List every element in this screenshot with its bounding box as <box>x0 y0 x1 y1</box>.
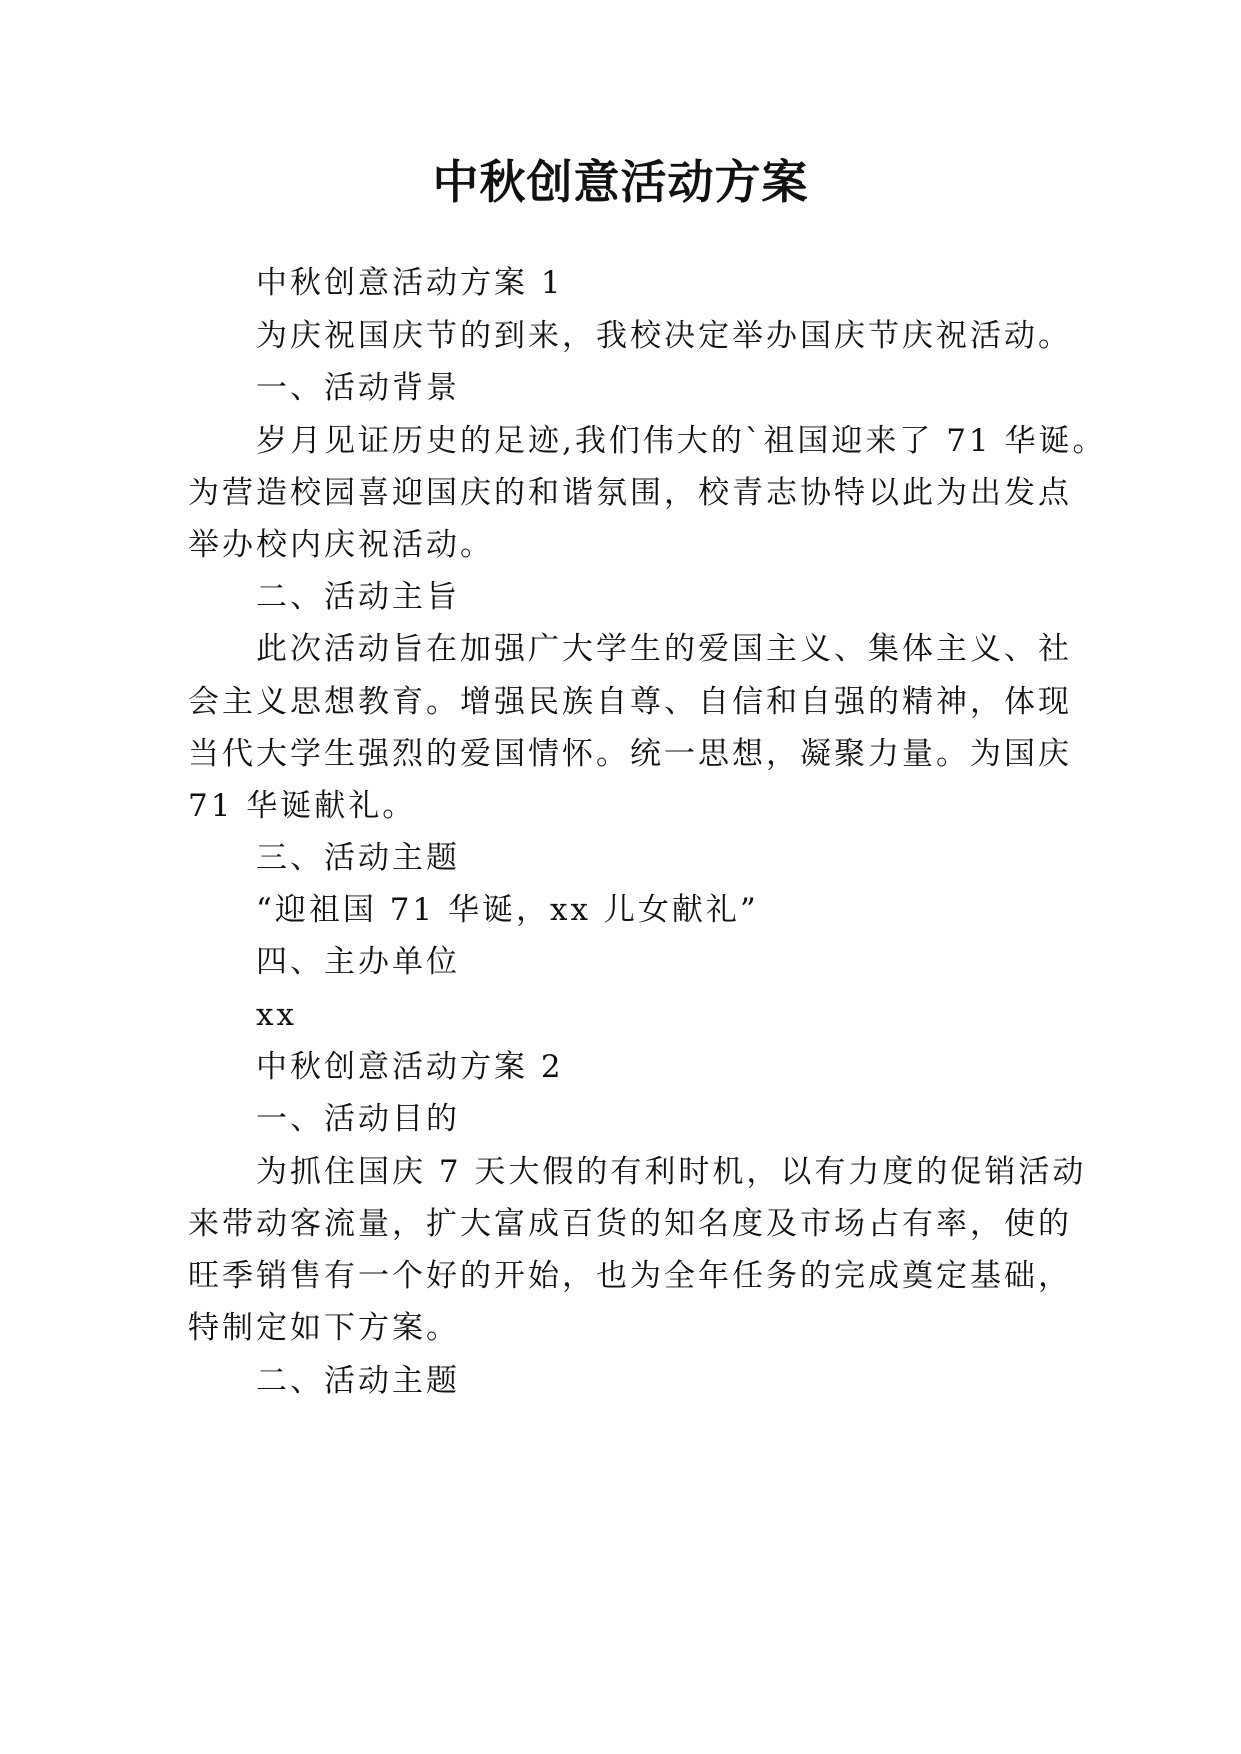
subheading-theme: 三、活动主题 <box>256 840 460 876</box>
subheading-organizer: 四、主办单位 <box>256 944 460 980</box>
paragraph-line: 为抓住国庆 7 天大假的有利时机，以有力度的促销活动 <box>256 1154 1087 1190</box>
paragraph-intro: 为庆祝国庆节的到来，我校决定举办国庆节庆祝活动。 <box>256 318 1072 354</box>
paragraph-line: 此次活动旨在加强广大学生的爱国主义、集体主义、社 <box>256 631 1072 667</box>
paragraph-line: 来带动客流量，扩大富成百货的知名度及市场占有率，使的 <box>188 1206 1072 1242</box>
organizer-name: xx <box>256 997 297 1033</box>
paragraph-line: 旺季销售有一个好的开始，也为全年任务的完成奠定基础， <box>188 1258 1072 1294</box>
paragraph-line: 特制定如下方案。 <box>188 1310 460 1346</box>
section-heading-plan-2: 中秋创意活动方案 2 <box>256 1049 564 1085</box>
paragraph-line: 71 华诞献礼。 <box>188 788 417 824</box>
subheading-background: 一、活动背景 <box>256 370 460 406</box>
subheading-purpose: 二、活动主旨 <box>256 579 460 615</box>
paragraph-line: 会主义思想教育。增强民族自尊、自信和自强的精神，体现 <box>188 684 1072 720</box>
subheading-theme-2: 二、活动主题 <box>256 1363 460 1399</box>
document-title: 中秋创意活动方案 <box>432 155 809 209</box>
paragraph-line: 当代大学生强烈的爱国情怀。统一思想，凝聚力量。为国庆 <box>188 736 1072 772</box>
theme-slogan: “迎祖国 71 华诞，xx 儿女献礼” <box>256 892 759 928</box>
paragraph-line: 为营造校园喜迎国庆的和谐氛围，校青志协特以此为出发点 <box>188 475 1072 511</box>
subheading-objective: 一、活动目的 <box>256 1101 460 1137</box>
section-heading-plan-1: 中秋创意活动方案 1 <box>256 265 564 301</box>
paragraph-line: 举办校内庆祝活动。 <box>188 527 494 563</box>
paragraph-line: 岁月见证历史的足迹,我们伟大的`祖国迎来了 71 华诞。 <box>256 423 1107 459</box>
